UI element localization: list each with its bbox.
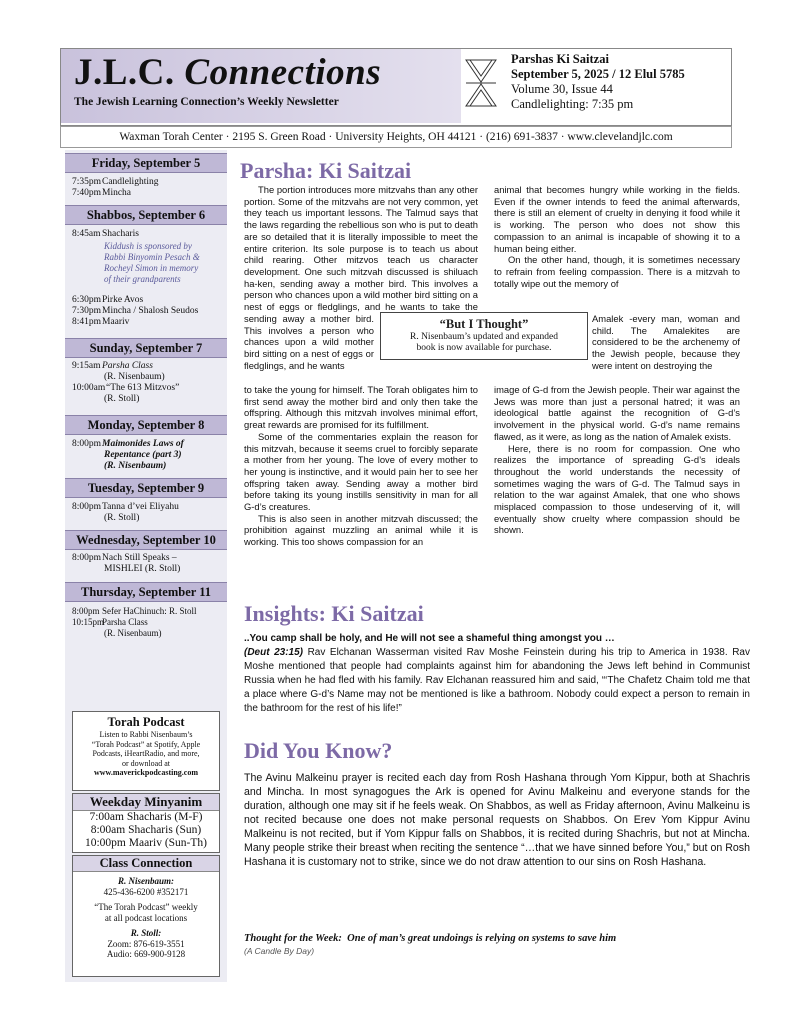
podcast-text: Listen to Rabbi Nisenbaum’s [99,730,193,739]
event-row: 7:30pmMincha / Shalosh Seudos [72,306,199,316]
thought-source: (A Candle By Day) [244,946,315,956]
parsha-column-2b [592,313,740,383]
address-bar: Waxman Torah Center · 2195 S. Green Road · University Heights, OH 44121 · (216) 691-3837 · www.clevelandjlc.com [60,126,732,148]
event-row: 7:40pmMincha [72,188,132,198]
event-row: (R. Nisenbaum) [104,372,165,382]
podcast-text: Podcasts, iHeartRadio, and more, [92,749,200,758]
parsha-column-2c [494,384,740,584]
candlelighting-time: Candlelighting: 7:35 pm [511,97,634,111]
paragraph: This is also seen in another mitzvah discussed; the prohibition against muzzling an animal while it is working. This too shows compassion for an [244,512,478,548]
podcast-link[interactable]: www.maverickpodcasting.com [94,768,198,777]
event-row: 8:00pmMaimonides Laws of [72,439,184,449]
newsletter-subtitle: The Jewish Learning Connection’s Weekly Newsletter [74,96,339,108]
class-contact: Zoom: 876-619-3551 [107,938,185,949]
insights-quote: ..You camp shall be holy, and He will not see a shameful thing amongst you … [244,633,615,644]
class-connection-title: Class Connection [73,856,219,872]
event-row: 8:41pmMaariv [72,317,130,327]
event-row: (R. Nisenbaum) [104,461,167,471]
event-row: 7:35pmCandlelighting [72,177,159,187]
day-header-thursday: Thursday, September 11 [65,582,227,602]
class-contact: “The Torah Podcast” weekly [94,902,198,912]
day-header-wednesday: Wednesday, September 10 [65,530,227,550]
event-row: 10:00am“The 613 Mitzvos” [72,383,180,393]
paragraph: animal that becomes hungry while working in the fields. Even if the owner intends to feed the animal afterwards, there is still an element of cruelty in denying it food while it is working. The person who does not show this compassion to an animal is incapable of showing it to a human being either. [494,184,740,254]
book-callout [380,312,588,360]
parsha-column-1c [244,384,478,584]
day-header-monday: Monday, September 8 [65,415,227,435]
insights-heading: Insights: Ki Saitzai [244,601,424,626]
class-contact: 425-436-6200 #352171 [103,886,189,897]
volume-issue: Volume 30, Issue 44 [511,82,613,96]
issue-info [511,52,685,112]
parsha-column-1a [244,184,478,312]
did-you-know-body: The Avinu Malkeinu prayer is recited each day from Rosh Hashana through Yom Kippur, both at Shachris and Mincha. In most synagogues the Ark is opened for Avinu Malkeinu and everyone stands for the duration, although one may sit if he feels weak. On Shabbos, as well as Friday afternoon, Avinu Malkeinu is not recited because one does not make personal requests on Shabbos. On Erev Yom Kippur Avinu Malkeinu is not recited, but if Yom Kippur falls on Shabbos, it is recited during Shachris, but not at Mincha. Many people strike their breast when reciting the sentence “…that we have sinned before You,” but on Rosh Hashana it is customary not to strike, since we do not draw attention to our sins on Rosh Hashana. [244,772,750,868]
class-contact: R. Nisenbaum: [117,876,174,886]
paragraph: image of G-d from the Jewish people. Their war against the Jews was more than just a personal hatred; it was an ideological battle against the recognition of G-d’s involvement in the physical world. G-d’s name remains flawed, as it were, as long as the nation of Amalek exists. [494,384,740,442]
paragraph: to take the young for himself. The Torah obligates him to first send away the mother bird and only then take the offspring. Although this mitzvah involves minimal effort, great rewards are promised for its fulfillment. [244,384,478,431]
event-row: 8:45am Shacharis [72,229,139,239]
parsha-heading: Parsha: Ki Saitzai [240,158,412,183]
minyan-line: 8:00am Shacharis (Sun) [90,824,202,836]
class-contact: R. Stoll: [130,928,162,938]
event-row: Repentance (part 3) [104,450,182,460]
minyan-line: 7:00am Shacharis (M-F) [89,811,203,823]
class-connection-box [72,855,220,977]
event-row: (R. Stoll) [104,394,140,404]
kiddush-note: Rocheyl Simon in memory [104,263,199,273]
minyan-line: 10:00pm Maariv (Sun-Th) [84,837,207,849]
paragraph: The portion introduces more mitzvahs than any other portion. Some of the mitzvahs are not very common, yet they teach us important lessons. The Talmud says that the laws regarding the rebellious son who is put to death are so detailed that it is literally impossible to meet the entire criterion. Its sole purpose is to teach us about child rearing. Other mitzvos teach us character development. One such mitzvah discussed is shiluach ha-ken, sending away a mother bird. This involves a person who chances upon a wild mother bird sitting on a nest of eggs or fledglings, and he wants to take the [244,184,478,312]
event-row: MISHLEI (R. Stoll) [104,564,181,574]
issue-date: September 5, 2025 / 12 Elul 5785 [511,67,685,81]
parsha-column-2a [494,184,740,312]
jlc-logo-icon [464,58,498,108]
kiddush-note: Rabbi Binyomin Pesach & [104,252,200,262]
event-row: 10:15pmParsha Class [72,617,148,627]
insights-text: Rav Elchanan Wasserman visited Rav Moshe Feinstein during his trip to America in 1938. Rav Moshe mentioned that people had complaints against him for abandoning the Jews left behind in Communist Russia when he had fled with his family. Rav Elchanan reassured him and said, “‘The Chafetz Chaim told me that a place where G-d’s Name may not be mentioned is like a bathroom. Nobody could expect a person to remain in the bathroom for the rest of his life!” [244,646,750,714]
minyanim-title: Weekday Minyanim [73,794,219,811]
parsha-column-1b [244,313,374,383]
thought-text: One of man’s great undoings is relying on systems to save him [347,933,617,944]
kiddush-note: Kiddush is sponsored by [104,241,192,251]
minyanim-box [72,793,220,853]
podcast-text: “Torah Podcast” at Spotify, Apple [91,739,201,749]
event-row: 9:15am Parsha Class [72,361,153,371]
parsha-name: Parshas Ki Saitzai [511,52,609,66]
podcast-text: or download at [122,758,170,768]
podcast-title: Torah Podcast [107,715,185,729]
event-row: 8:00pm Sefer HaChinuch: R. Stoll [72,606,197,616]
event-row: 8:00pmTanna d’vei Eliyahu [72,502,179,512]
paragraph: On the other hand, though, it is sometimes necessary to refrain from feeling compassion. There is a mitzvah to totally wipe out the memory of [494,254,740,289]
insights-cite: (Deut 23:15) [244,646,304,658]
event-row: 8:00pmNach Still Speaks – [72,553,177,563]
insights-body [244,632,750,715]
class-contact: Audio: 669-900-9128 [106,949,186,959]
day-header-tuesday: Tuesday, September 9 [65,478,227,498]
day-header-shabbos: Shabbos, September 6 [65,205,227,225]
event-row: (R. Nisenbaum) [104,628,162,638]
thought-for-week [244,933,616,944]
day-header-sunday: Sunday, September 7 [65,338,227,358]
kiddush-note: of their grandparents [104,274,181,284]
newsletter-title: J.L.C. Connections [74,52,382,93]
paragraph: Here, there is no room for compassion. One who realizes the importance of spreading G-d’s ideals throughout the world understands the necessity of sometimes waging the wars of G-d. The Talmud says in relation to the war against Amalek, that one who shows misplaced compassion to those undeserving of it, will eventually show cruelty where compassion should be shown. [494,442,740,536]
event-row: (R. Stoll) [104,513,140,523]
callout-title: “But I Thought” [439,317,529,331]
did-you-know-heading: Did You Know? [244,738,393,763]
thought-label: Thought for the Week: [244,933,342,944]
paragraph: Amalek -every man, woman and child. The Amalekites are considered to be the archenemy of the Jewish people, because they were intent on destroying the [592,313,740,371]
class-contact: at all podcast locations [104,912,188,923]
paragraph: sending away a mother bird. This involves a person who chances upon a wild mother bird sitting on a nest of eggs or fledglings, and he wants [244,313,374,371]
day-header-friday: Friday, September 5 [65,153,227,173]
callout-text: R. Nisenbaum’s updated and expanded book is now available for purchase. [409,332,558,353]
event-row: 6:30pmPirke Avos [72,295,144,305]
podcast-box [72,711,220,791]
paragraph: Some of the commentaries explain the reason for this mitzvah, because it seems cruel to forcibly separate a mother from her young. The love of every mother to her young is instinctive, and it would pain her to see her offspring taken away. Sending away a mother bird before taking its young instills sensitivity in man for all G-d’s creatures. [244,430,478,513]
